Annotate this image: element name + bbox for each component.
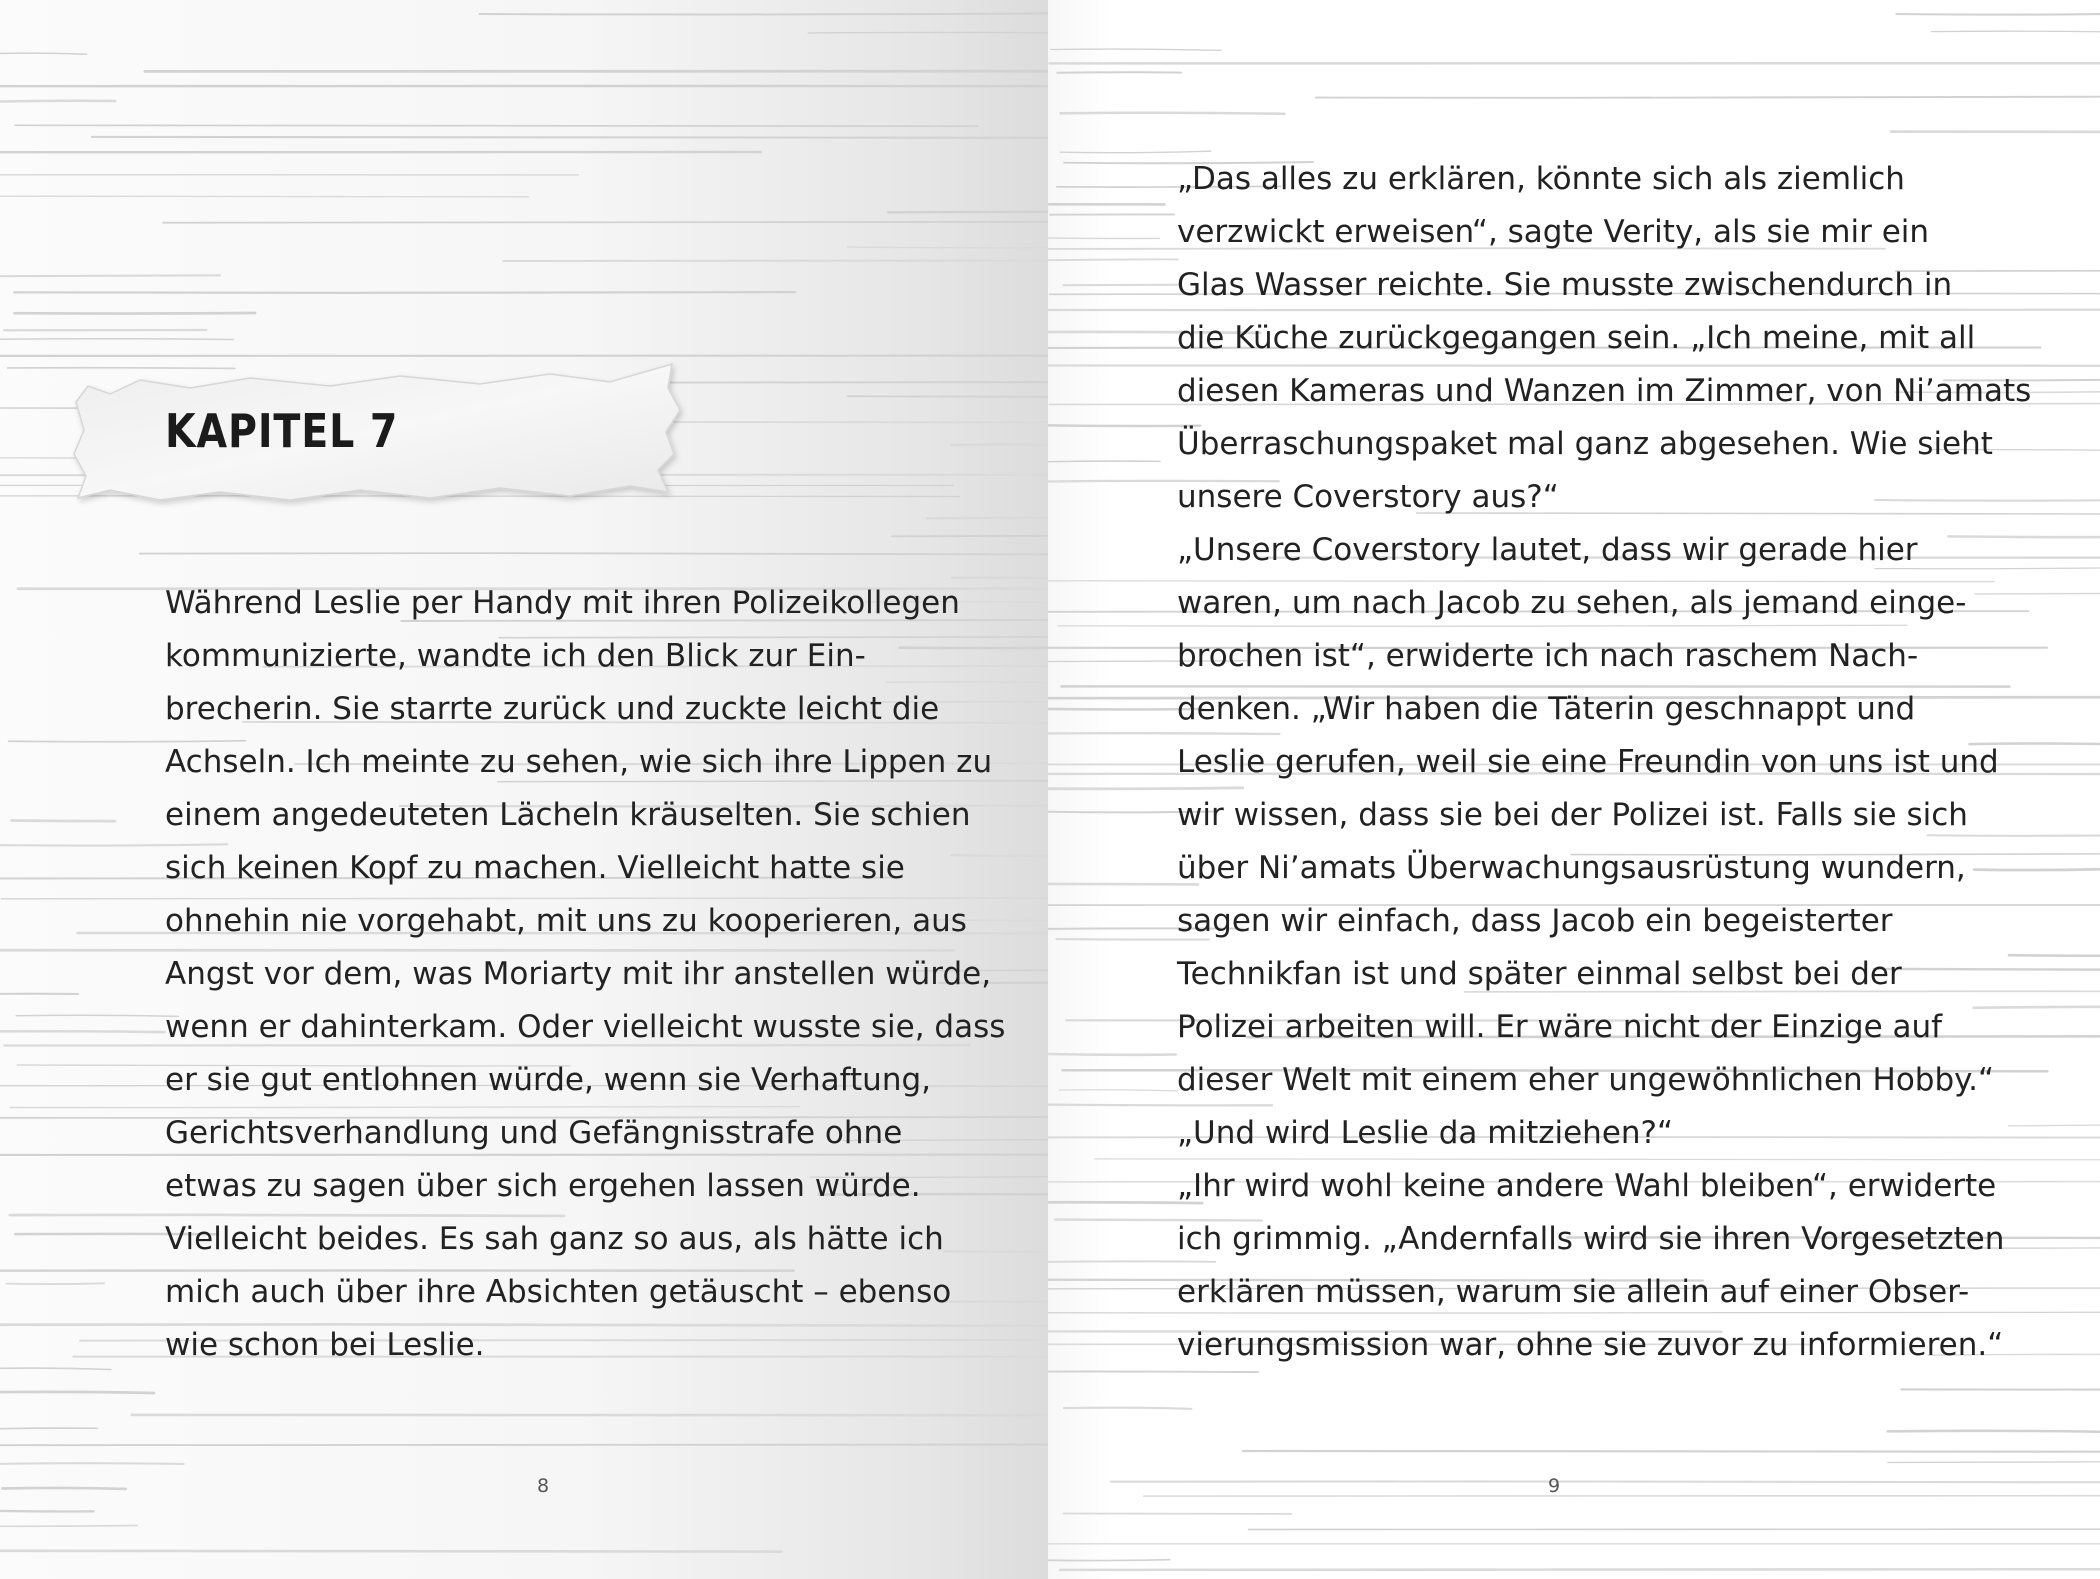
- left-text-line: wenn er dahinterkam. Oder vielleicht wusste sie, dass: [165, 1009, 1006, 1045]
- left-text-line: sich keinen Kopf zu machen. Vielleicht hatte sie: [165, 850, 905, 886]
- right-text-line: Leslie gerufen, weil sie eine Freundin von uns ist und: [1177, 744, 1999, 780]
- sketch-line: [0, 339, 233, 340]
- sketch-line: [1048, 461, 1160, 462]
- sketch-line: [0, 1368, 111, 1369]
- right-text-line: „Ihr wird wohl keine andere Wahl bleiben“, erwiderte: [1177, 1168, 1997, 1204]
- right-text-line: unsere Coverstory aus?“: [1177, 479, 1559, 515]
- chapter-title: KAPITEL 7: [165, 404, 399, 458]
- sketch-line: [1888, 1431, 2100, 1432]
- right-text-line: „Das alles zu erklären, könnte sich als ziemlich: [1177, 161, 1905, 197]
- left-page: [0, 0, 1048, 1579]
- right-text-line: Polizei arbeiten will. Er wäre nicht der Einzige auf: [1177, 1009, 1943, 1045]
- sketch-line: [1048, 1054, 1176, 1055]
- page-number-right: 9: [1548, 1475, 1561, 1497]
- sketch-line: [140, 553, 1048, 554]
- sketch-line: [0, 196, 529, 197]
- right-text-line: über Ni’amats Überwachungsausrüstung wundern,: [1177, 850, 1966, 886]
- sketch-line: [0, 1526, 137, 1527]
- sketch-line: [1249, 1529, 2100, 1530]
- sketch-line: [1051, 49, 1221, 50]
- sketch-line: [163, 222, 1048, 223]
- right-text-line: Überraschungspaket mal ganz abgesehen. Wie sieht: [1177, 426, 1993, 462]
- sketch-line: [1896, 14, 2100, 15]
- sketch-line: [6, 1283, 104, 1284]
- sketch-line: [1888, 1462, 2100, 1463]
- left-text-line: Angst vor dem, was Moriarty mit ihr anstellen würde,: [165, 956, 992, 992]
- left-text-line: mich auch über ihre Absichten getäuscht – ebenso: [165, 1274, 952, 1310]
- left-text-line: einem angedeuteten Lächeln kräuselten. Sie schien: [165, 797, 971, 833]
- sketch-line: [0, 275, 220, 276]
- left-text-line: Achseln. Ich meinte zu sehen, wie sich ihre Lippen zu: [165, 744, 993, 780]
- sketch-line: [16, 1015, 178, 1016]
- sketch-line: [1059, 1090, 1177, 1091]
- sketch-line: [0, 1031, 165, 1032]
- sketch-line: [0, 53, 87, 54]
- right-text-line: brochen ist“, erwiderte ich nach raschem Nach-: [1177, 638, 1919, 674]
- sketch-line: [1048, 1560, 1170, 1561]
- right-text-line: ich grimmig. „Andernfalls wird sie ihren Vorgesetzten: [1177, 1221, 2005, 1257]
- sketch-line: [132, 1415, 1048, 1416]
- sketch-line: [0, 1392, 154, 1393]
- left-text-line: er sie gut entlohnen würde, wenn sie Verhaftung,: [165, 1062, 932, 1098]
- right-text-line: dieser Welt mit einem eher ungewöhnlichen Hobby.“: [1177, 1062, 1995, 1098]
- left-text-line: wie schon bei Leslie.: [165, 1327, 485, 1363]
- left-text-line: ohnehin nie vorgehabt, mit uns zu kooperieren, aus: [165, 903, 967, 939]
- sketch-line: [2, 1488, 125, 1489]
- left-text-line: etwas zu sagen über sich ergehen lassen würde.: [165, 1168, 921, 1204]
- sketch-line: [1060, 1569, 2100, 1570]
- right-text-line: verzwickt erweisen“, sagte Verity, als sie mir ein: [1177, 214, 1930, 250]
- sketch-line: [1057, 72, 1181, 73]
- sketch-line: [888, 212, 1048, 213]
- right-text-line: sagen wir einfach, dass Jacob ein begeisterter: [1177, 903, 1893, 939]
- sketch-line: [0, 1511, 94, 1512]
- sketch-line: [1316, 97, 2100, 98]
- sketch-line: [15, 313, 255, 314]
- sketch-line: [480, 13, 1049, 14]
- right-text-line: Technikfan ist und später einmal selbst bei der: [1177, 956, 1902, 992]
- sketch-line: [1048, 884, 1198, 885]
- sketch-line: [15, 125, 978, 126]
- right-text-line: denken. „Wir haben die Täterin geschnappt und: [1177, 691, 1916, 727]
- sketch-line: [1050, 63, 2100, 64]
- right-text-line: wir wissen, dass sie bei der Polizei ist. Falls sie sich: [1177, 797, 1968, 833]
- sketch-line: [847, 396, 1048, 397]
- left-text-line: Vielleicht beides. Es sah ganz so aus, als hätte ich: [165, 1221, 944, 1257]
- sketch-line: [14, 292, 795, 293]
- left-text-line: Gerichtsverhandlung und Gefängnisstrafe ohne: [165, 1115, 903, 1151]
- sketch-line: [848, 247, 1048, 248]
- sketch-line: [1931, 31, 2100, 32]
- right-text-line: waren, um nach Jacob zu sehen, als jemand einge-: [1177, 585, 1967, 621]
- right-text-line: „Unsere Coverstory lautet, dass wir gerade hier: [1177, 532, 1918, 568]
- sketch-line: [1111, 1481, 2100, 1482]
- sketch-line: [1048, 238, 1160, 239]
- sketch-line: [503, 260, 1048, 261]
- sketch-line: [1243, 1451, 2100, 1452]
- sketch-line: [0, 1428, 97, 1429]
- sketch-line: [1049, 259, 1178, 260]
- sketch-line: [1063, 285, 1179, 286]
- sketch-line: [892, 536, 1048, 537]
- right-text-line: die Küche zurückgegangen sein. „Ich meine, mit all: [1177, 320, 1976, 356]
- sketch-line: [145, 71, 1048, 72]
- left-body-text: [165, 577, 1005, 1372]
- right-text-line: „Und wird Leslie da mitziehen?“: [1177, 1115, 1674, 1151]
- right-text-line: vierungsmission war, ohne sie zuvor zu informieren.“: [1177, 1327, 2004, 1363]
- right-body-text: [1177, 153, 2031, 1372]
- sketch-line: [0, 1445, 1048, 1446]
- sketch-line: [0, 1463, 184, 1464]
- right-text-line: diesen Kameras und Wanzen im Zimmer, von Ni’amats: [1177, 373, 2032, 409]
- right-text-line: Glas Wasser reichte. Sie musste zwischendurch in: [1177, 267, 1953, 303]
- sketch-line: [1064, 1408, 1191, 1409]
- left-text-line: Während Leslie per Handy mit ihren Polizeikollegen: [165, 585, 960, 621]
- sketch-line: [1048, 1543, 2100, 1544]
- page-number-left: 8: [537, 1475, 550, 1497]
- sketch-line: [952, 444, 1048, 445]
- sketch-line: [1061, 113, 1285, 114]
- sketch-line: [1144, 1496, 2100, 1497]
- left-text-line: brecherin. Sie starrte zurück und zuckte leicht die: [165, 691, 940, 727]
- right-page: [1048, 0, 2100, 1579]
- sketch-line: [92, 137, 1048, 138]
- sketch-line: [0, 1551, 781, 1552]
- left-text-line: kommunizierte, wandte ich den Blick zur Ein-: [165, 638, 866, 674]
- sketch-line: [0, 101, 115, 102]
- sketch-line: [0, 356, 1048, 357]
- right-text-line: erklären müssen, warum sie allein auf einer Obser-: [1177, 1274, 1970, 1310]
- sketch-line: [12, 821, 115, 822]
